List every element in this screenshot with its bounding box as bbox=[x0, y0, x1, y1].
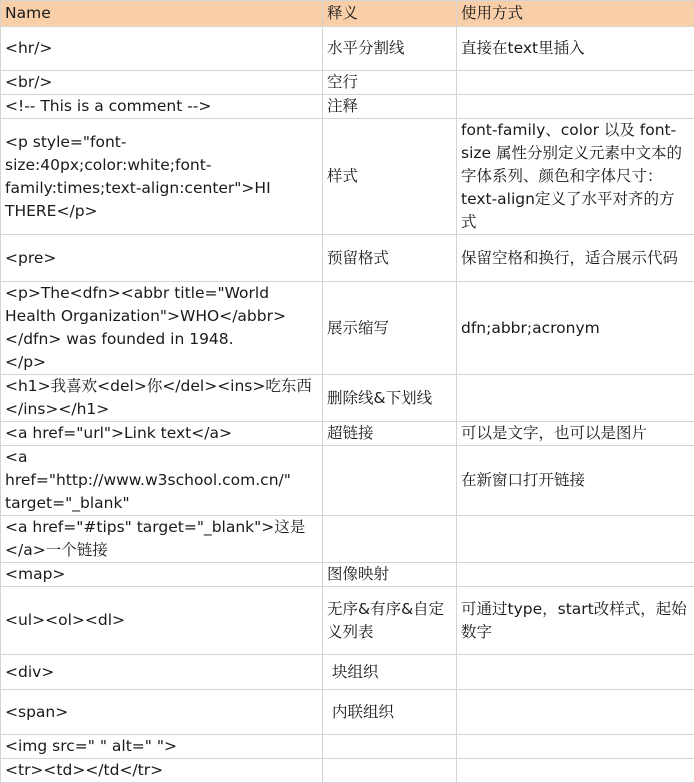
cell-meaning bbox=[323, 735, 457, 759]
cell-usage: 在新窗口打开链接 bbox=[457, 446, 694, 516]
cell-name: <br/> bbox=[1, 71, 323, 95]
cell-name: <a href="http://www.w3school.com.cn/" target="_blank" bbox=[1, 446, 323, 516]
cell-meaning: 内联组织 bbox=[323, 690, 457, 735]
cell-usage bbox=[457, 690, 694, 735]
cell-meaning: 水平分割线 bbox=[323, 27, 457, 71]
cell-meaning bbox=[323, 759, 457, 783]
cell-meaning: 删除线&下划线 bbox=[323, 375, 457, 422]
cell-usage: 直接在text里插入 bbox=[457, 27, 694, 71]
cell-meaning: 块组织 bbox=[323, 655, 457, 690]
header-row bbox=[1, 1, 694, 27]
table-row bbox=[1, 71, 694, 95]
cell-name: <!-- This is a comment --> bbox=[1, 95, 323, 119]
table-row bbox=[1, 446, 694, 516]
table-row bbox=[1, 516, 694, 563]
table-row bbox=[1, 587, 694, 655]
cell-usage: 可通过type，start改样式，起始数字 bbox=[457, 587, 694, 655]
cell-usage bbox=[457, 563, 694, 587]
table-row bbox=[1, 119, 694, 235]
table-row bbox=[1, 27, 694, 71]
cell-name: <pre> bbox=[1, 235, 323, 282]
cell-usage: font-family、color 以及 font-size 属性分别定义元素中文本的字体系列、颜色和字体尺寸：text-align定义了水平对齐的方式 bbox=[457, 119, 694, 235]
cell-name: <map> bbox=[1, 563, 323, 587]
cell-meaning: 预留格式 bbox=[323, 235, 457, 282]
cell-meaning: 注释 bbox=[323, 95, 457, 119]
cell-usage: dfn;abbr;acronym bbox=[457, 282, 694, 375]
cell-name: <ul><ol><dl> bbox=[1, 587, 323, 655]
cell-usage bbox=[457, 735, 694, 759]
cell-name: <a href="url">Link text</a> bbox=[1, 422, 323, 446]
cell-meaning: 展示缩写 bbox=[323, 282, 457, 375]
cell-name: <p style="font-size:40px;color:white;font-family:times;text-align:center">HI THERE</p> bbox=[1, 119, 323, 235]
cell-meaning: 空行 bbox=[323, 71, 457, 95]
header-usage: 使用方式 bbox=[457, 1, 694, 27]
cell-usage bbox=[457, 95, 694, 119]
cell-usage bbox=[457, 375, 694, 422]
table-row bbox=[1, 282, 694, 375]
cell-name: <span> bbox=[1, 690, 323, 735]
cell-meaning: 超链接 bbox=[323, 422, 457, 446]
cell-usage bbox=[457, 71, 694, 95]
cell-name: <h1>我喜欢<del>你</del><ins>吃东西</ins></h1> bbox=[1, 375, 323, 422]
cell-usage bbox=[457, 655, 694, 690]
table-row bbox=[1, 735, 694, 759]
header-name: Name bbox=[1, 1, 323, 27]
cell-usage: 可以是文字，也可以是图片 bbox=[457, 422, 694, 446]
table-row bbox=[1, 655, 694, 690]
cell-name: <img src=" " alt=" "> bbox=[1, 735, 323, 759]
table-row bbox=[1, 759, 694, 783]
cell-meaning: 图像映射 bbox=[323, 563, 457, 587]
table-row bbox=[1, 95, 694, 119]
header-meaning: 释义 bbox=[323, 1, 457, 27]
cell-meaning: 无序&有序&自定义列表 bbox=[323, 587, 457, 655]
cell-meaning bbox=[323, 516, 457, 563]
cell-usage bbox=[457, 759, 694, 783]
cell-name: <a href="#tips" target="_blank">这是</a>一个链接 bbox=[1, 516, 323, 563]
cell-usage bbox=[457, 516, 694, 563]
cell-name: <p>The<dfn><abbr title="World Health Organization">WHO</abbr></dfn> was founded in 1948. </p> bbox=[1, 282, 323, 375]
table-row bbox=[1, 422, 694, 446]
table-row bbox=[1, 375, 694, 422]
table-row bbox=[1, 563, 694, 587]
cell-meaning bbox=[323, 446, 457, 516]
cell-usage: 保留空格和换行，适合展示代码 bbox=[457, 235, 694, 282]
cell-name: <div> bbox=[1, 655, 323, 690]
table-row bbox=[1, 690, 694, 735]
cell-name: <hr/> bbox=[1, 27, 323, 71]
cell-name: <tr><td></td</tr> bbox=[1, 759, 323, 783]
cell-meaning: 样式 bbox=[323, 119, 457, 235]
table-row bbox=[1, 235, 694, 282]
